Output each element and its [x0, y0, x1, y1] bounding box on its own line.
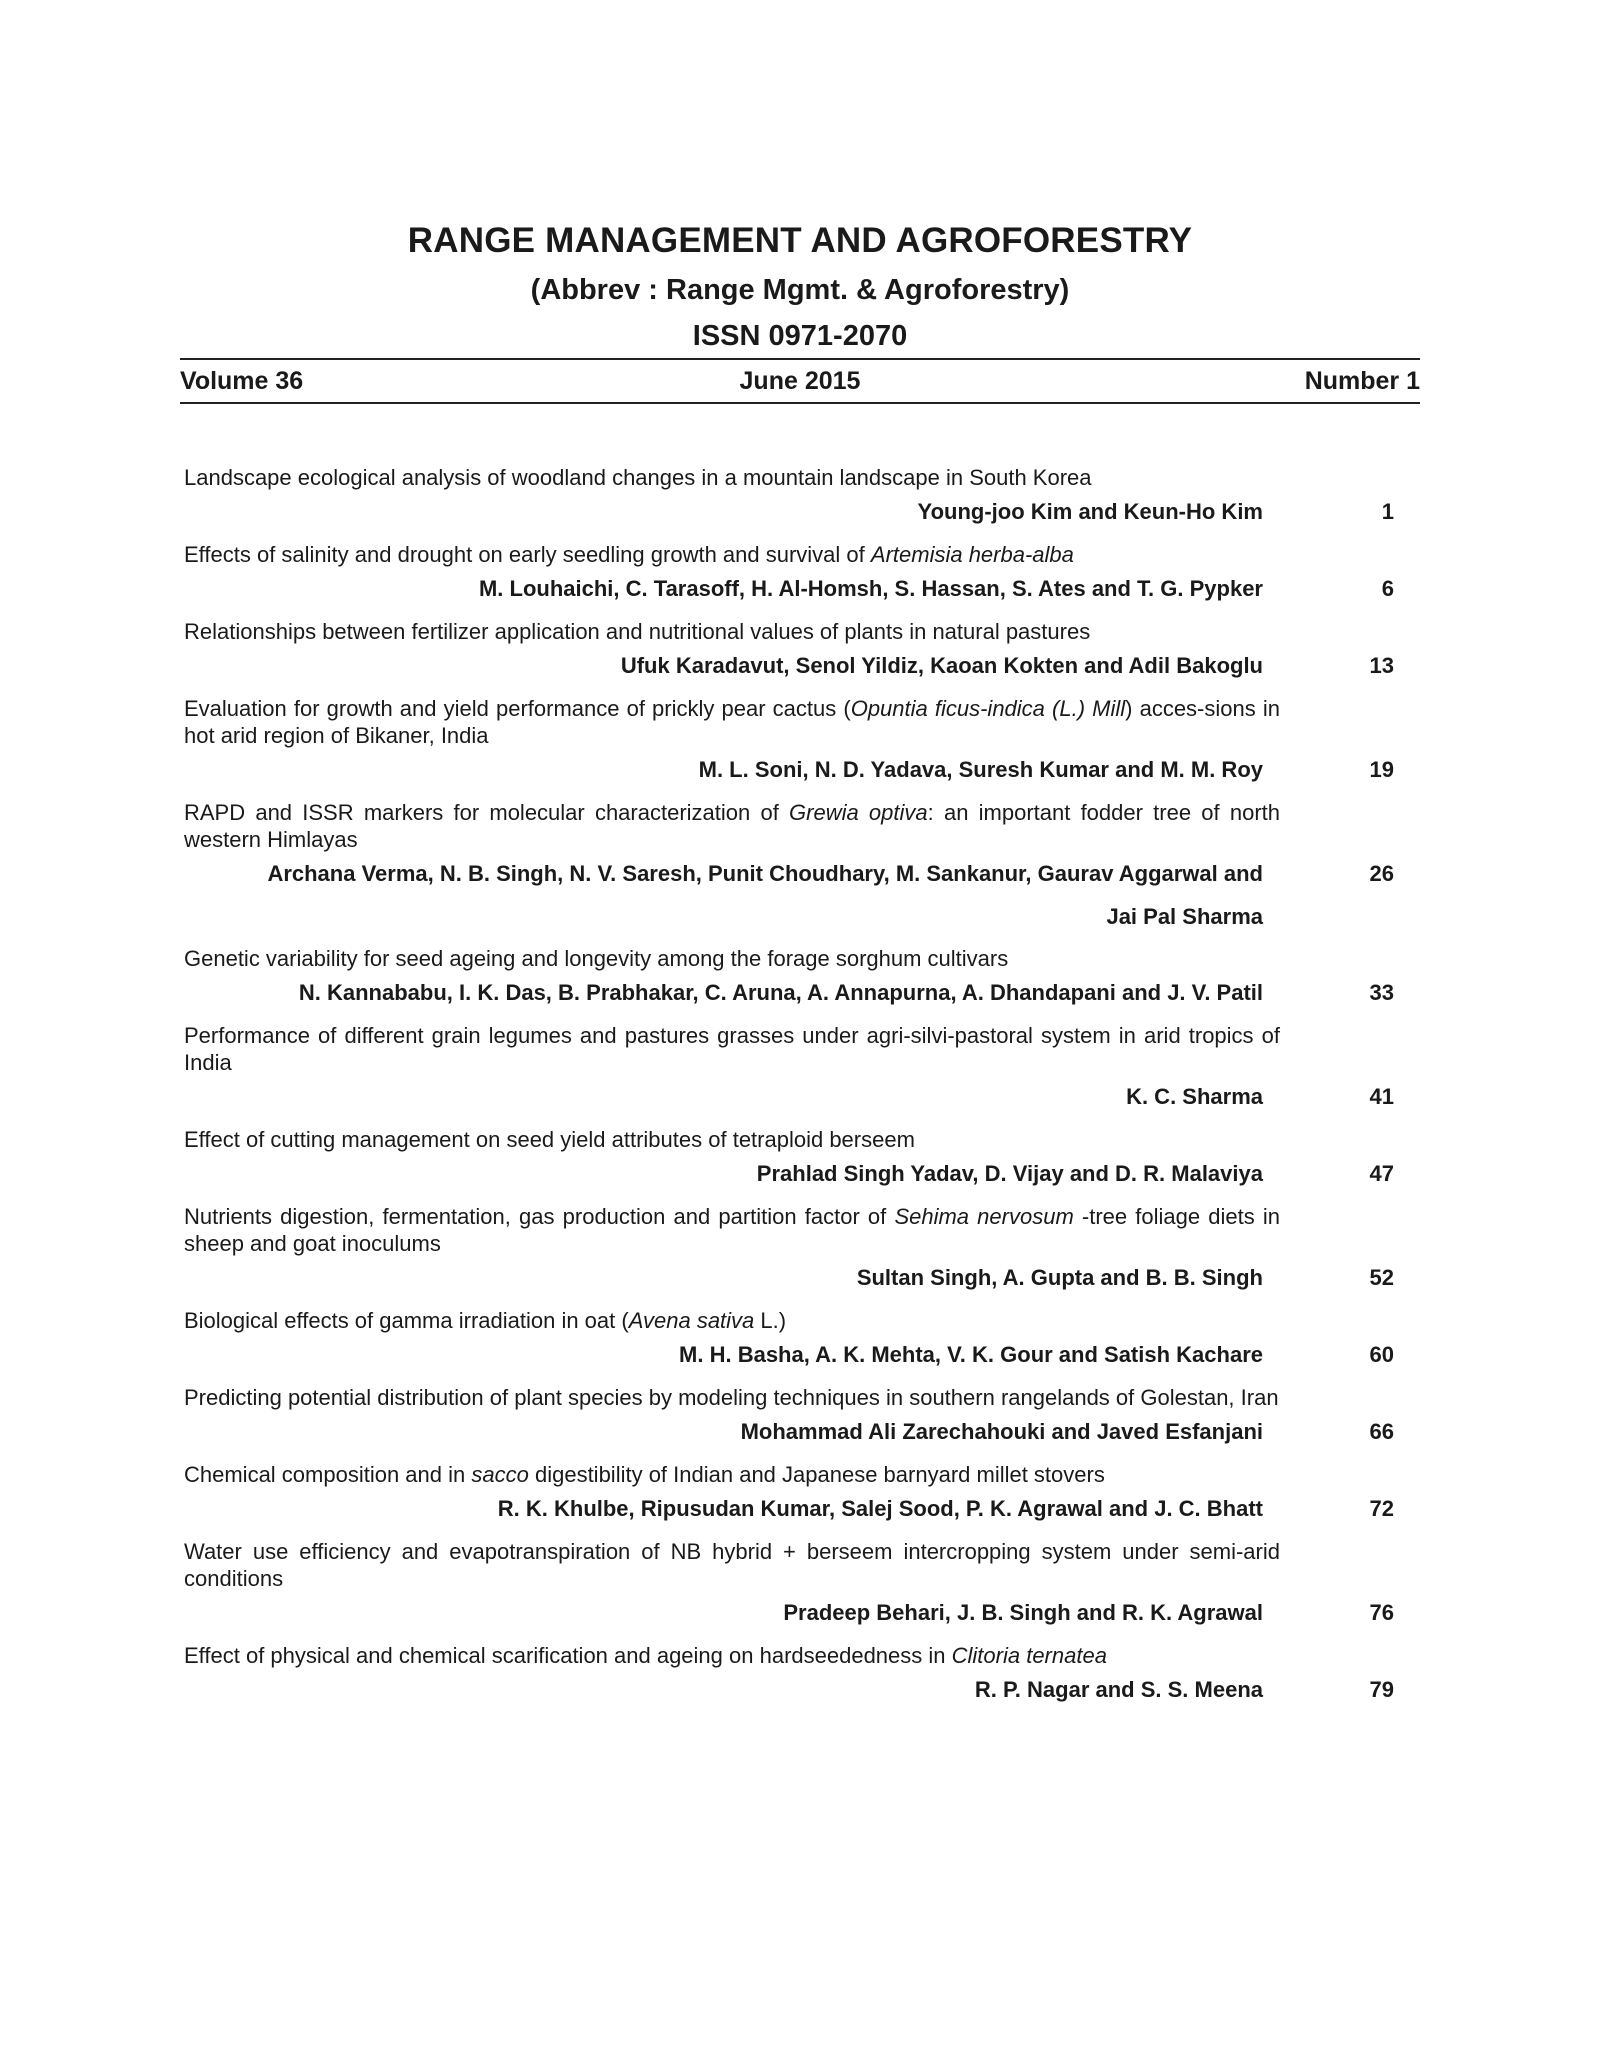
authors-row — [184, 1488, 1394, 1530]
page-number: 13 — [1369, 653, 1394, 678]
article-title-text: Genetic variability for seed ageing and longevity among the forage sorghum cultivars — [184, 946, 1009, 971]
article-title — [184, 541, 1280, 568]
page-number: 52 — [1369, 1265, 1394, 1290]
journal-abbreviation: (Abbrev : Range Mgmt. & Agroforestry) — [530, 274, 1070, 306]
article-title-text: RAPD and ISSR markers for molecular characterization of — [184, 800, 790, 825]
issue-number: Number 1 — [1304, 366, 1420, 395]
article-title-italic: Grewia optiva — [789, 800, 928, 825]
article-authors: K. C. Sharma — [1126, 1084, 1263, 1109]
article-title-text: Effects of salinity and drought on early seedling growth and survival of — [184, 542, 871, 567]
article-authors: Archana Verma, N. B. Singh, N. V. Saresh, Punit Choudhary, M. Sankanur, Gaurav Aggarwal and — [267, 861, 1263, 886]
page-number: 72 — [1369, 1496, 1394, 1521]
authors-row — [184, 972, 1394, 1014]
page-number: 33 — [1369, 980, 1394, 1005]
article-title — [184, 799, 1280, 853]
authors-row — [184, 749, 1394, 791]
toc-entry — [184, 1126, 1394, 1195]
article-title-text: : an important fodder tree of north western Himlayas — [184, 800, 1280, 852]
article-title-italic: Avena sativa — [628, 1308, 755, 1333]
authors-row-continued — [184, 895, 1394, 939]
toc-entry — [184, 1538, 1394, 1634]
article-title-text: Predicting potential distribution of plant species by modeling techniques in southern rangelands of Golestan, Iran — [184, 1385, 1279, 1410]
article-title-italic: Sehima nervosum — [894, 1204, 1074, 1229]
article-title — [184, 945, 1280, 972]
article-title-text: Performance of different grain legumes and pastures grasses under agri-silvi-pastoral system in arid tropics of India — [184, 1023, 1280, 1075]
issue-date: June 2015 — [739, 366, 861, 395]
table-of-contents — [184, 456, 1394, 1711]
article-title — [184, 1307, 1280, 1334]
article-title-text: -tree foliage diets in sheep and goat inoculums — [184, 1204, 1280, 1256]
article-title — [184, 1126, 1280, 1153]
page-number: 41 — [1369, 1084, 1394, 1109]
article-title-text: ) acces-sions in hot arid region of Bikaner, India — [184, 696, 1280, 748]
authors-row — [184, 1411, 1394, 1453]
authors-row — [184, 568, 1394, 610]
journal-issn: ISSN 0971-2070 — [692, 320, 908, 352]
article-title-text: Nutrients digestion, fermentation, gas production and partition factor of — [184, 1204, 895, 1229]
page-number: 60 — [1369, 1342, 1394, 1367]
article-title — [184, 618, 1280, 645]
toc-entry — [184, 464, 1394, 533]
article-title — [184, 1538, 1280, 1592]
page-number: 19 — [1369, 757, 1394, 782]
article-authors: M. H. Basha, A. K. Mehta, V. K. Gour and Satish Kachare — [679, 1342, 1263, 1367]
page-number: 26 — [1369, 861, 1394, 886]
page-number: 6 — [1381, 576, 1394, 601]
article-authors: M. Louhaichi, C. Tarasoff, H. Al-Homsh, S. Hassan, S. Ates and T. G. Pypker — [478, 576, 1263, 601]
toc-entry — [184, 618, 1394, 687]
page-number: 79 — [1369, 1677, 1394, 1702]
page-number: 1 — [1381, 499, 1394, 524]
article-title-text: Chemical composition and in — [184, 1462, 472, 1487]
authors-row — [184, 645, 1394, 687]
toc-entry — [184, 1384, 1394, 1453]
toc-entry — [184, 945, 1394, 1014]
article-title-italic: Artemisia herba-alba — [870, 542, 1074, 567]
article-title-italic: Clitoria ternatea — [951, 1643, 1107, 1668]
article-authors-continued: Jai Pal Sharma — [1106, 904, 1263, 929]
authors-row — [184, 1334, 1394, 1376]
article-title — [184, 1461, 1280, 1488]
article-title-text: Landscape ecological analysis of woodland changes in a mountain landscape in South Korea — [184, 465, 1092, 490]
article-title — [184, 1384, 1280, 1411]
article-authors: Sultan Singh, A. Gupta and B. B. Singh — [856, 1265, 1263, 1290]
page-number: 47 — [1369, 1161, 1394, 1186]
authors-row — [184, 1153, 1394, 1195]
authors-row — [184, 1076, 1394, 1118]
toc-entry — [184, 1022, 1394, 1118]
journal-header — [180, 215, 1420, 359]
toc-entry — [184, 541, 1394, 610]
article-title — [184, 1642, 1280, 1669]
article-authors: M. L. Soni, N. D. Yadava, Suresh Kumar and M. M. Roy — [698, 757, 1263, 782]
toc-entry — [184, 695, 1394, 791]
toc-entry — [184, 1642, 1394, 1711]
article-authors: R. K. Khulbe, Ripusudan Kumar, Salej Sood, P. K. Agrawal and J. C. Bhatt — [497, 1496, 1263, 1521]
article-authors: Young-joo Kim and Keun-Ho Kim — [917, 499, 1263, 524]
article-title-text: Biological effects of gamma irradiation in oat ( — [184, 1308, 629, 1333]
authors-row — [184, 1592, 1394, 1634]
journal-title: RANGE MANAGEMENT AND AGROFORESTRY — [407, 221, 1193, 260]
toc-entry — [184, 1203, 1394, 1299]
article-title — [184, 1203, 1280, 1257]
authors-row — [184, 491, 1394, 533]
article-title-text: Relationships between fertilizer application and nutritional values of plants in natural pastures — [184, 619, 1091, 644]
article-title-text: Effect of physical and chemical scarification and ageing on hardseededness in — [184, 1643, 952, 1668]
authors-row — [184, 1669, 1394, 1711]
toc-entry — [184, 1461, 1394, 1530]
authors-row — [184, 853, 1394, 895]
article-title-text: L.) — [754, 1308, 787, 1333]
toc-entry — [184, 1307, 1394, 1376]
article-title — [184, 1022, 1280, 1076]
article-authors: Pradeep Behari, J. B. Singh and R. K. Agrawal — [783, 1600, 1263, 1625]
issue-volume: Volume 36 — [180, 366, 304, 395]
article-authors: Ufuk Karadavut, Senol Yildiz, Kaoan Kokten and Adil Bakoglu — [620, 653, 1263, 678]
article-title-italic: sacco — [471, 1462, 529, 1487]
article-authors: R. P. Nagar and S. S. Meena — [974, 1677, 1263, 1702]
article-title-text: Evaluation for growth and yield performance of prickly pear cactus ( — [184, 696, 851, 721]
page-number: 66 — [1369, 1419, 1394, 1444]
article-title-text: Water use efficiency and evapotranspiration of NB hybrid + berseem intercropping system under semi-arid conditions — [184, 1539, 1280, 1591]
page-number: 76 — [1369, 1600, 1394, 1625]
article-title-italic: Opuntia ficus-indica (L.) Mill — [850, 696, 1126, 721]
article-authors: Mohammad Ali Zarechahouki and Javed Esfanjani — [740, 1419, 1263, 1444]
issue-info-bar — [180, 358, 1420, 404]
article-authors: Prahlad Singh Yadav, D. Vijay and D. R. Malaviya — [756, 1161, 1263, 1186]
article-authors: N. Kannababu, I. K. Das, B. Prabhakar, C. Aruna, A. Annapurna, A. Dhandapani and J. V. Patil — [298, 980, 1263, 1005]
toc-entry — [184, 799, 1394, 939]
article-title — [184, 695, 1280, 749]
article-title — [184, 464, 1280, 491]
authors-row — [184, 1257, 1394, 1299]
article-title-text: Effect of cutting management on seed yield attributes of tetraploid berseem — [184, 1127, 915, 1152]
article-title-text: digestibility of Indian and Japanese barnyard millet stovers — [528, 1462, 1105, 1487]
